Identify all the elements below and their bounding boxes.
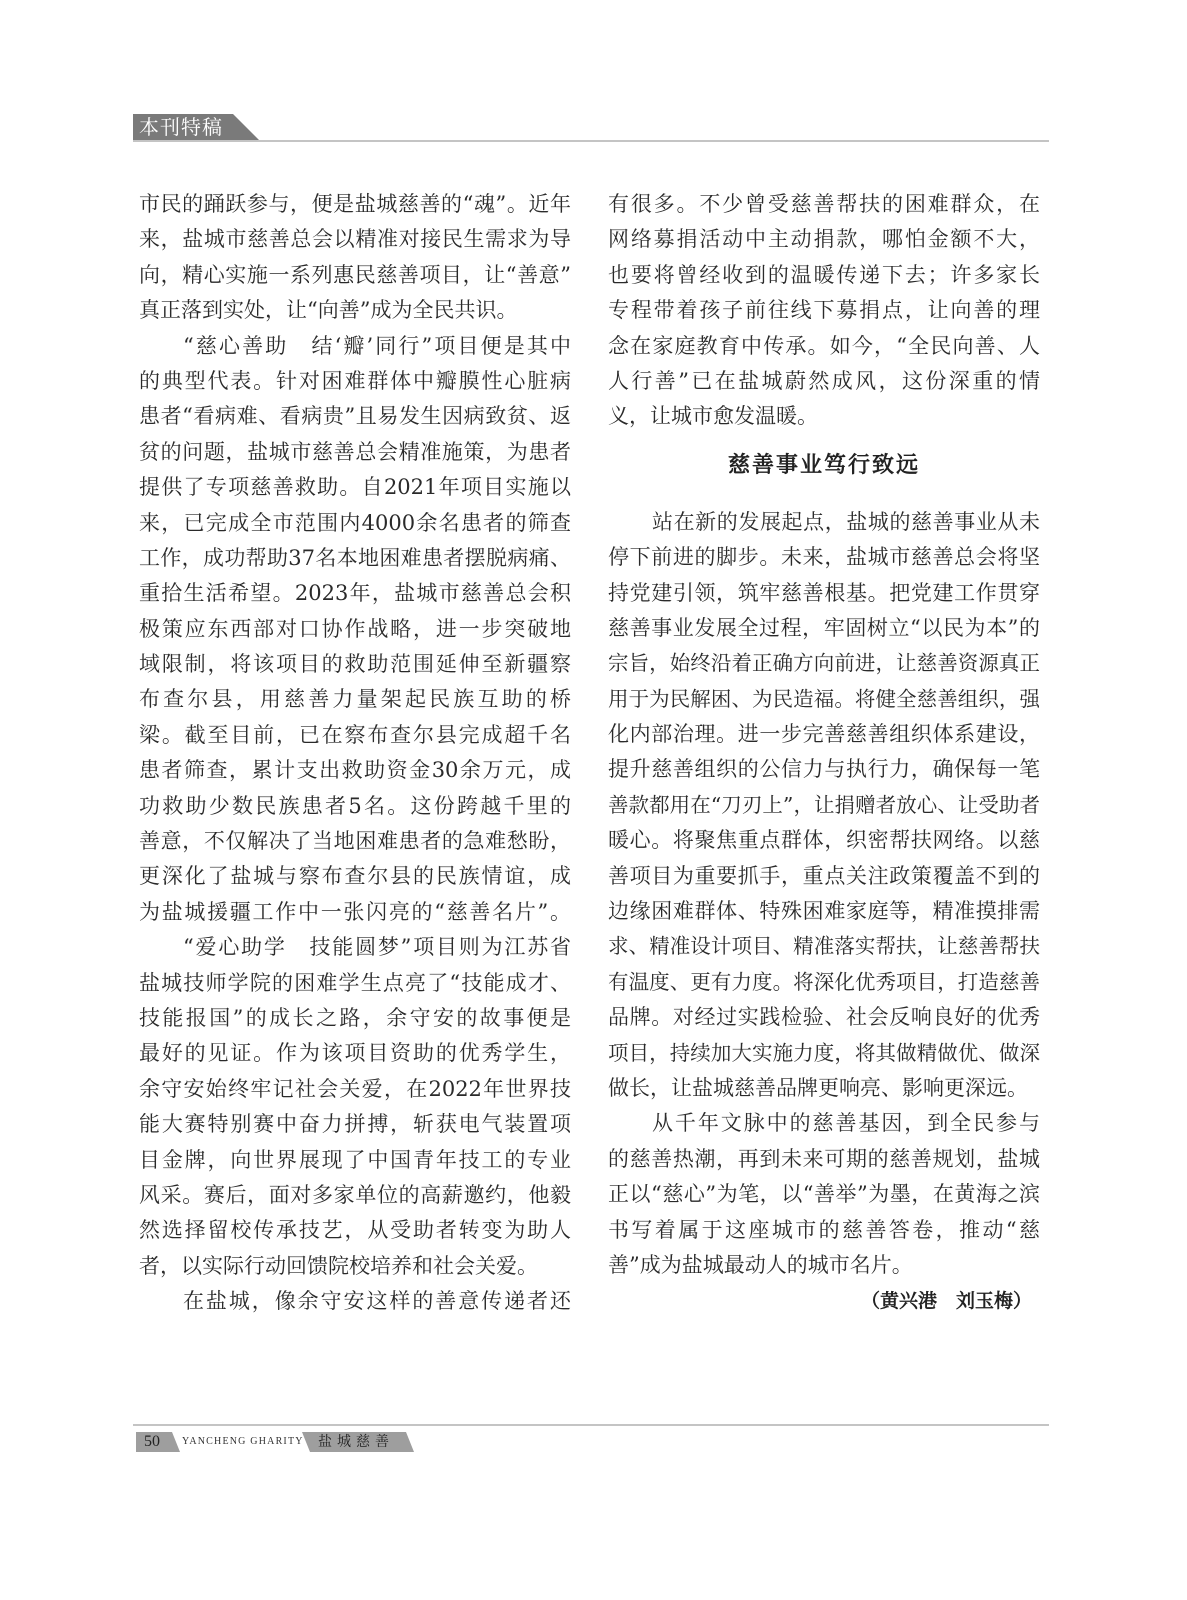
text-line: 者，以实际行动回馈院校培养和社会关爱。 (139, 1253, 538, 1278)
text-line: 工作，成功帮助37名本地困难患者摆脱病痛、 (139, 545, 571, 570)
text-line: 然选择留校传承技艺，从受助者转变为助人 (139, 1218, 571, 1243)
text-line: 梁。截至目前，已在察布查尔县完成超千名 (139, 722, 571, 747)
text-line: 患者“看病难、看病贵”且易发生因病致贫、返 (139, 404, 571, 429)
text-line: 最好的见证。作为该项目资助的优秀学生， (139, 1041, 571, 1066)
text-line: 暖心。将聚焦重点群体，织密帮扶网络。以慈 (608, 828, 1040, 853)
magazine-english-title: YANCHENG GHARITY (182, 1436, 304, 1447)
text-line: 善意，不仅解决了当地困难患者的急难愁盼， (139, 829, 571, 854)
text-line: 品牌。对经过实践检验、社会反响良好的优秀 (608, 1005, 1040, 1030)
text-line: 化内部治理。进一步完善慈善组织体系建设， (608, 722, 1040, 747)
text-line: 求、精准设计项目、精准落实帮扶，让慈善帮扶 (608, 934, 1040, 959)
text-line: 域限制，将该项目的救助范围延伸至新疆察 (139, 652, 571, 677)
header-divider (133, 140, 1049, 142)
text-line: 患者筛查，累计支出救助资金30余万元，成 (139, 758, 571, 783)
text-line: 极策应东西部对口协作战略，进一步突破地 (139, 616, 571, 641)
section-heading: 慈善事业笃行致远 (727, 452, 920, 478)
page-number: 50 (144, 1433, 160, 1450)
text-line: 布查尔县，用慈善力量架起民族互助的桥 (139, 687, 571, 712)
text-line: 善项目为重要抓手，重点关注政策覆盖不到的 (608, 863, 1040, 888)
text-line: 真正落到实处，让“向善”成为全民共识。 (139, 298, 518, 323)
text-line: 能大赛特别赛中奋力拼搏，斩获电气装置项 (139, 1112, 571, 1137)
text-line: 有很多。不少曾受慈善帮扶的困难群众，在 (608, 192, 1040, 216)
section-label: 本刊特稿 (139, 115, 223, 139)
footer-divider (133, 1424, 1049, 1426)
text-line: 提供了专项慈善救助。自2021年项目实施以 (139, 475, 571, 500)
author-byline: （黄兴港 刘玉梅） (860, 1290, 1032, 1313)
text-line: 专程带着孩子前往线下募捐点，让向善的理 (608, 298, 1040, 323)
text-line: 重拾生活希望。2023年，盐城市慈善总会积 (139, 581, 571, 606)
text-line: 网络募捐活动中主动捐款，哪怕金额不大， (608, 227, 1040, 252)
text-line: 义，让城市愈发温暖。 (608, 404, 818, 429)
text-line: 贫的问题，盐城市慈善总会精准施策，为患者 (139, 439, 571, 464)
text-line: 有温度、更有力度。将深化优秀项目，打造慈善 (608, 969, 1040, 994)
text-line: “爱心助学 技能圆梦”项目则为江苏省 (183, 935, 571, 960)
text-line: 善”成为盐城最动人的城市名片。 (608, 1252, 913, 1277)
text-line: 市民的踊跃参与，便是盐城慈善的“魂”。近年 (139, 192, 571, 216)
magazine-chinese-title: 盐城慈善 (318, 1434, 394, 1450)
text-line: 念在家庭教育中传承。如今，“全民向善、人 (608, 333, 1040, 358)
text-line: 余守安始终牢记社会关爱，在2022年世界技 (139, 1076, 571, 1101)
left-column (139, 187, 571, 1320)
text-line: 提升慈善组织的公信力与执行力，确保每一笔 (608, 757, 1040, 782)
text-line: 持党建引领，筑牢慈善根基。把党建工作贯穿 (608, 580, 1040, 605)
text-line: 向，精心实施一系列惠民慈善项目，让“善意” (139, 262, 571, 287)
text-line: 从千年文脉中的慈善基因，到全民参与 (652, 1111, 1040, 1136)
text-line: “慈心善助 结‘瓣’同行”项目便是其中 (183, 333, 571, 358)
text-line: 也要将曾经收到的温暖传递下去；许多家长 (608, 262, 1040, 287)
text-line: 为盐城援疆工作中一张闪亮的“慈善名片”。 (139, 899, 571, 924)
text-line: 的典型代表。针对困难群体中瓣膜性心脏病 (139, 368, 571, 393)
text-line: 目金牌，向世界展现了中国青年技工的专业 (139, 1147, 571, 1172)
text-line: 站在新的发展起点，盐城的慈善事业从未 (652, 509, 1040, 534)
text-line: 功救助少数民族患者5名。这份跨越千里的 (139, 793, 571, 818)
text-line: 正以“慈心”为笔，以“善举”为墨，在黄海之滨 (608, 1182, 1040, 1207)
text-line: 来，已完成全市范围内4000余名患者的筛查 (139, 510, 571, 535)
text-line: 用于为民解困、为民造福。将健全慈善组织，强 (608, 686, 1040, 711)
text-line: 停下前进的脚步。未来，盐城市慈善总会将坚 (608, 545, 1040, 570)
text-line: 更深化了盐城与察布查尔县的民族情谊，成 (139, 864, 571, 889)
text-line: 盐城技师学院的困难学生点亮了“技能成才、 (139, 970, 571, 995)
text-line: 来，盐城市慈善总会以精准对接民生需求为导 (139, 227, 571, 252)
right-column (608, 187, 1040, 1323)
text-line: 在盐城，像余守安这样的善意传递者还 (183, 1289, 571, 1314)
text-line: 做长，让盐城慈善品牌更响亮、影响更深远。 (608, 1075, 1028, 1100)
text-line: 善款都用在“刀刃上”，让捐赠者放心、让受助者 (608, 792, 1040, 817)
text-line: 书写着属于这座城市的慈善答卷，推动“慈 (608, 1217, 1040, 1242)
text-line: 人行善”已在盐城蔚然成风，这份深重的情 (608, 368, 1040, 393)
text-line: 风采。赛后，面对多家单位的高薪邀约，他毅 (139, 1182, 571, 1207)
text-line: 技能报国”的成长之路，余守安的故事便是 (139, 1005, 571, 1030)
text-line: 边缘困难群体、特殊困难家庭等，精准摸排需 (608, 899, 1040, 924)
text-line: 的慈善热潮，再到未来可期的慈善规划，盐城 (608, 1146, 1040, 1171)
text-line: 宗旨，始终沿着正确方向前进，让慈善资源真正 (608, 651, 1040, 676)
text-line: 项目，持续加大实施力度，将其做精做优、做深 (608, 1040, 1040, 1065)
text-line: 慈善事业发展全过程，牢固树立“以民为本”的 (608, 615, 1040, 640)
